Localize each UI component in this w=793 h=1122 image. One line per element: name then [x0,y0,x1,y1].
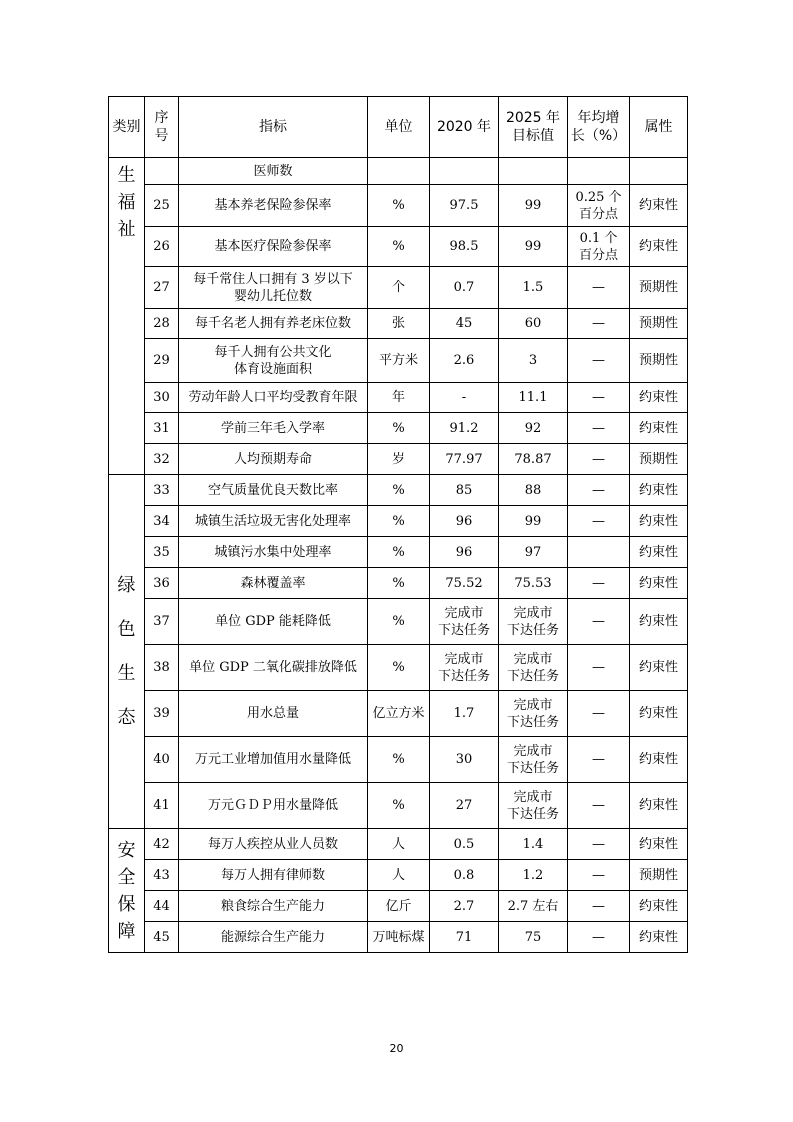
table-row [109,568,688,599]
cell-attribute: 约束性 [630,783,688,829]
cell-indicator: 粮食综合生产能力 [179,891,368,922]
cell-2020: 96 [430,537,499,568]
cell-growth: — [568,783,630,829]
cell-2025: 1.2 [499,860,568,891]
cell-seq: 27 [145,267,179,309]
cell-growth [568,158,630,185]
cell-unit: 岁 [368,444,430,475]
cell-unit: % [368,537,430,568]
cell-2020: 91.2 [430,413,499,444]
category-green: 绿色生态 [109,475,145,829]
cell-unit: % [368,185,430,227]
cell-unit: 张 [368,309,430,339]
cell-seq [145,158,179,185]
cell-growth: 0.1 个 百分点 [568,227,630,267]
cell-attribute: 约束性 [630,475,688,506]
cell-2020: 30 [430,737,499,783]
cell-seq: 33 [145,475,179,506]
cell-indicator: 单位 GDP 二氧化碳排放降低 [179,645,368,691]
cell-2025: 75 [499,922,568,953]
cell-unit: 亿立方米 [368,691,430,737]
cell-unit: % [368,568,430,599]
cell-2025: 99 [499,506,568,537]
table-row [109,185,688,227]
cell-growth: — [568,860,630,891]
cell-2020: 2.7 [430,891,499,922]
header-attribute: 属性 [630,97,688,158]
cell-2020: 27 [430,783,499,829]
cell-2025: 3 [499,339,568,383]
cell-2020 [430,158,499,185]
header-indicator: 指标 [179,97,368,158]
cell-indicator: 每千名老人拥有养老床位数 [179,309,368,339]
category-welfare: 生 福 祉 [109,158,145,475]
cell-attribute: 预期性 [630,444,688,475]
cell-seq: 43 [145,860,179,891]
header-seq: 序 号 [145,97,179,158]
cell-seq: 31 [145,413,179,444]
cell-growth: — [568,891,630,922]
cell-2020: 完成市 下达任务 [430,599,499,645]
cell-indicator: 基本养老保险参保率 [179,185,368,227]
table-row [109,413,688,444]
cell-2025: 88 [499,475,568,506]
cell-indicator: 单位 GDP 能耗降低 [179,599,368,645]
cell-growth: 0.25 个 百分点 [568,185,630,227]
cell-indicator: 劳动年龄人口平均受教育年限 [179,383,368,413]
cell-2020: 75.52 [430,568,499,599]
table-row [109,506,688,537]
cell-attribute: 约束性 [630,383,688,413]
cell-seq: 35 [145,537,179,568]
cell-unit: 人 [368,860,430,891]
cell-2025: 60 [499,309,568,339]
cell-2020: 77.97 [430,444,499,475]
cell-2020: - [430,383,499,413]
cell-2020: 85 [430,475,499,506]
cell-indicator: 城镇污水集中处理率 [179,537,368,568]
cell-growth: — [568,737,630,783]
cell-2020: 96 [430,506,499,537]
cell-2020: 98.5 [430,227,499,267]
indicator-table [108,96,688,953]
cell-2025: 99 [499,185,568,227]
cell-unit: 人 [368,829,430,860]
table-row [109,860,688,891]
table-row [109,158,688,185]
table-row [109,599,688,645]
cell-growth: — [568,829,630,860]
cell-2025: 78.87 [499,444,568,475]
cell-indicator: 学前三年毛入学率 [179,413,368,444]
table-row [109,645,688,691]
table-row [109,891,688,922]
header-row [109,97,688,158]
cell-2025: 完成市 下达任务 [499,599,568,645]
cell-growth: — [568,568,630,599]
cell-growth: — [568,475,630,506]
table-row [109,475,688,506]
cell-attribute: 预期性 [630,267,688,309]
cell-indicator: 森林覆盖率 [179,568,368,599]
cell-attribute: 约束性 [630,599,688,645]
cell-attribute: 预期性 [630,339,688,383]
cell-indicator: 空气质量优良天数比率 [179,475,368,506]
cell-indicator: 每千常住人口拥有 3 岁以下 婴幼儿托位数 [179,267,368,309]
cell-attribute: 约束性 [630,922,688,953]
cell-2025: 完成市 下达任务 [499,645,568,691]
cell-attribute: 约束性 [630,691,688,737]
cell-attribute: 约束性 [630,891,688,922]
header-2025: 2025 年 目标值 [499,97,568,158]
table-row [109,783,688,829]
cell-indicator: 每千人拥有公共文化 体育设施面积 [179,339,368,383]
header-unit: 单位 [368,97,430,158]
cell-growth: — [568,444,630,475]
cell-growth: — [568,645,630,691]
cell-unit: % [368,645,430,691]
cell-2020: 71 [430,922,499,953]
table-row [109,339,688,383]
cell-unit: 年 [368,383,430,413]
cell-indicator: 能源综合生产能力 [179,922,368,953]
cell-seq: 29 [145,339,179,383]
cell-growth: — [568,339,630,383]
cell-seq: 34 [145,506,179,537]
cell-attribute: 约束性 [630,227,688,267]
cell-2020: 45 [430,309,499,339]
cell-seq: 37 [145,599,179,645]
cell-2025: 92 [499,413,568,444]
cell-2020: 97.5 [430,185,499,227]
cell-2025: 完成市 下达任务 [499,737,568,783]
header-growth: 年均增 长（%） [568,97,630,158]
cell-2025: 1.4 [499,829,568,860]
cell-unit: % [368,737,430,783]
cell-seq: 26 [145,227,179,267]
cell-unit: 平方米 [368,339,430,383]
cell-2020: 2.6 [430,339,499,383]
cell-attribute: 约束性 [630,506,688,537]
page-number: 20 [389,1042,404,1055]
header-2020: 2020 年 [430,97,499,158]
cell-indicator: 城镇生活垃圾无害化处理率 [179,506,368,537]
cell-growth [568,537,630,568]
cell-growth: — [568,309,630,339]
cell-indicator: 每万人拥有律师数 [179,860,368,891]
cell-indicator: 用水总量 [179,691,368,737]
cell-seq: 38 [145,645,179,691]
table-row [109,829,688,860]
table-row [109,227,688,267]
cell-attribute: 约束性 [630,645,688,691]
cell-indicator: 基本医疗保险参保率 [179,227,368,267]
cell-2020: 0.8 [430,860,499,891]
cell-unit: % [368,599,430,645]
cell-unit: 亿斤 [368,891,430,922]
cell-2020: 1.7 [430,691,499,737]
cell-seq: 30 [145,383,179,413]
table-row [109,537,688,568]
cell-unit: 万吨标煤 [368,922,430,953]
cell-seq: 41 [145,783,179,829]
cell-growth: — [568,599,630,645]
cell-attribute: 约束性 [630,537,688,568]
cell-seq: 40 [145,737,179,783]
category-safety: 安全保障 [109,829,145,953]
table-row [109,383,688,413]
cell-unit: % [368,783,430,829]
cell-2025: 1.5 [499,267,568,309]
cell-2025: 完成市 下达任务 [499,783,568,829]
cell-growth: — [568,383,630,413]
cell-growth: — [568,691,630,737]
cell-attribute: 预期性 [630,860,688,891]
cell-2025 [499,158,568,185]
table-row [109,737,688,783]
cell-attribute [630,158,688,185]
cell-attribute: 约束性 [630,568,688,599]
cell-attribute: 约束性 [630,737,688,783]
cell-seq: 28 [145,309,179,339]
cell-unit: % [368,227,430,267]
cell-unit: % [368,475,430,506]
cell-2025: 97 [499,537,568,568]
cell-2020: 完成市 下达任务 [430,645,499,691]
cell-indicator: 万元工业增加值用水量降低 [179,737,368,783]
cell-2025: 2.7 左右 [499,891,568,922]
cell-seq: 39 [145,691,179,737]
cell-attribute: 约束性 [630,185,688,227]
table-row [109,444,688,475]
cell-indicator: 万元ＧＤＰ用水量降低 [179,783,368,829]
cell-unit: 个 [368,267,430,309]
cell-unit: % [368,506,430,537]
cell-seq: 25 [145,185,179,227]
cell-2025: 11.1 [499,383,568,413]
cell-2025: 75.53 [499,568,568,599]
table-row [109,691,688,737]
cell-indicator: 每万人疾控从业人员数 [179,829,368,860]
cell-growth: — [568,506,630,537]
cell-attribute: 约束性 [630,413,688,444]
cell-2025: 完成市 下达任务 [499,691,568,737]
cell-seq: 36 [145,568,179,599]
cell-seq: 42 [145,829,179,860]
cell-2020: 0.5 [430,829,499,860]
cell-growth: — [568,413,630,444]
table-row [109,267,688,309]
table-row [109,309,688,339]
cell-2025: 99 [499,227,568,267]
cell-seq: 45 [145,922,179,953]
header-category: 类别 [109,97,145,158]
cell-indicator: 医师数 [179,158,368,185]
cell-unit [368,158,430,185]
table-row [109,922,688,953]
cell-growth: — [568,922,630,953]
cell-seq: 44 [145,891,179,922]
cell-attribute: 预期性 [630,309,688,339]
cell-2020: 0.7 [430,267,499,309]
cell-seq: 32 [145,444,179,475]
cell-indicator: 人均预期寿命 [179,444,368,475]
cell-attribute: 约束性 [630,829,688,860]
cell-unit: % [368,413,430,444]
cell-growth: — [568,267,630,309]
